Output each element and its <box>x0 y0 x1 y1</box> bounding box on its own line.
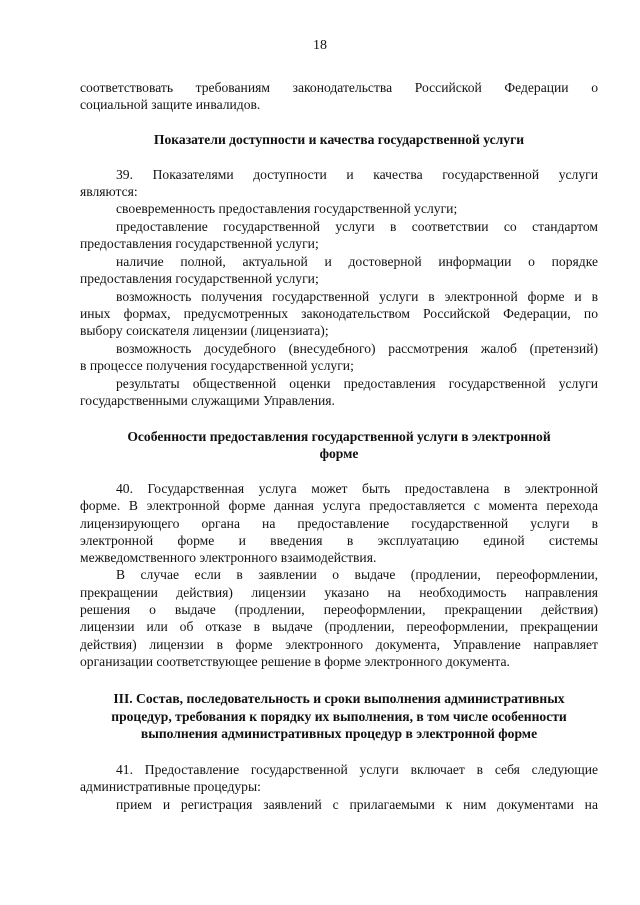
text-line: действия) лицензии в форме электронного документа, Управление направляет <box>80 637 598 652</box>
heading-line: Особенности предоставления государственной услуги в электронной <box>127 429 551 444</box>
section-heading-accessibility: Показатели доступности и качества государственной услуги <box>153 132 525 147</box>
heading-line: III. Состав, последовательность и сроки выполнения административных <box>113 691 565 706</box>
text-line: выбору соискателя лицензии (лицензиата); <box>80 323 329 338</box>
text-line: лицензирующего органа на предоставление государственной услуги в <box>80 516 598 531</box>
list-item: предоставление государственной услуги в соответствии со стандартом <box>116 219 598 234</box>
text-line: 39. Показателями доступности и качества государственной услуги <box>116 167 598 182</box>
text-line: лицензии или об отказе в выдаче (продлении, переоформлении, прекращении <box>80 619 598 634</box>
text-line: предоставления государственной услуги; <box>80 236 319 251</box>
text-line: иных формах, предусмотренных законодательством Российской Федерации, по <box>80 306 598 321</box>
text-line: 41. Предоставление государственной услуги включает в себя следующие <box>116 762 598 777</box>
text-line: прекращении действия) лицензии указано на необходимость направления <box>80 585 598 600</box>
heading-line: форме <box>319 446 359 461</box>
text-line: являются: <box>80 184 138 199</box>
text-line: предоставления государственной услуги; <box>80 271 319 286</box>
text-line: организации соответствующее решение в форме электронного документа. <box>80 654 510 669</box>
list-item: возможность досудебного (внесудебного) рассмотрения жалоб (претензий) <box>116 341 598 356</box>
list-item: возможность получения государственной услуги в электронной форме и в <box>116 289 598 304</box>
text-line: в процессе получения государственной услуги; <box>80 358 354 373</box>
text-line: В случае если в заявлении о выдаче (продлении, переоформлении, <box>116 567 598 582</box>
text-line: межведомственного электронного взаимодействия. <box>80 550 377 565</box>
text-line: форме. В электронной форме данная услуга предоставляется с момента перехода <box>80 498 598 513</box>
text-line: государственными служащими Управления. <box>80 393 335 408</box>
text-line: решения о выдаче (продлении, переоформлении, прекращении действия) <box>80 602 598 617</box>
text-line: социальной защите инвалидов. <box>80 97 261 112</box>
heading-line: процедур, требования к порядку их выполнения, в том числе особенности <box>111 709 567 724</box>
heading-line: выполнения административных процедур в электронной форме <box>140 726 538 741</box>
list-item: результаты общественной оценки предоставления государственной услуги <box>116 376 598 391</box>
page-number: 18 <box>313 38 327 53</box>
list-item: прием и регистрация заявлений с прилагаемыми к ним документами на <box>116 797 598 812</box>
text-line: соответствовать требованиям законодательства Российской Федерации о <box>80 80 598 95</box>
text-line: административные процедуры: <box>80 779 261 794</box>
list-item: наличие полной, актуальной и достоверной информации о порядке <box>116 254 598 269</box>
text-line: электронной форме и введения в эксплуатацию единой системы <box>80 533 598 548</box>
text-line: 40. Государственная услуга может быть предоставлена в электронной <box>116 481 598 496</box>
list-item: своевременность предоставления государственной услуги; <box>116 201 458 216</box>
